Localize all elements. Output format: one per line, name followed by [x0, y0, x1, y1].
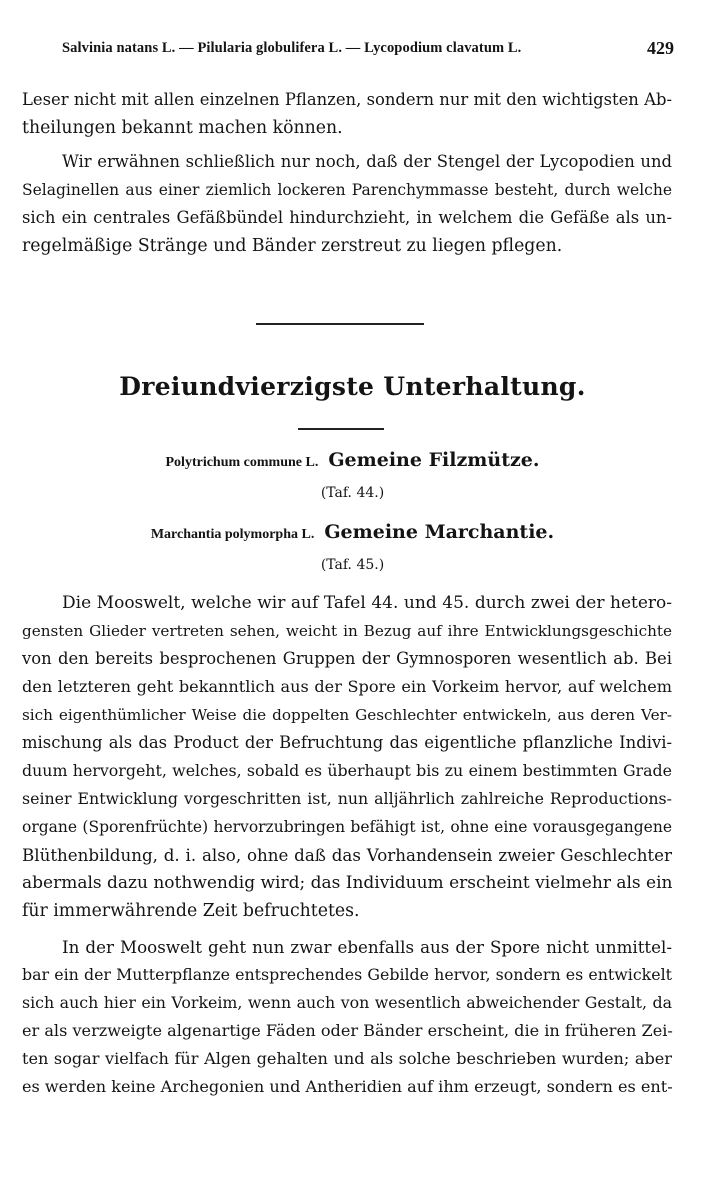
text-line: Wir erwähnen schließlich nur noch, daß der Stengel der Lycopodien und	[62, 152, 672, 171]
text-line: sich eigenthümlicher Weise die doppelten Geschlechter entwickeln, aus deren Ver-	[22, 706, 672, 724]
text-line: von den bereits besprochenen Gruppen der Gymnosporen wesentlich ab. Bei	[22, 649, 672, 668]
text-line: Die Mooswelt, welche wir auf Tafel 44. und 45. durch zwei der hetero-	[62, 593, 672, 613]
paragraph	[22, 86, 672, 142]
paragraph	[22, 589, 672, 925]
species-heading	[0, 521, 705, 543]
text-line: sich ein centrales Gefäßbündel hindurchzieht, in welchem die Gefäße als un-	[22, 208, 672, 227]
paragraph	[22, 933, 672, 1101]
species-german-name: Gemeine Marchantie.	[324, 521, 555, 543]
running-head-title: Salvinia natans L. — Pilularia globulifera L. — Lycopodium clavatum L.	[62, 40, 522, 56]
text-line: seiner Entwicklung vorgeschritten ist, nun alljährlich zahlreiche Reproductions-	[22, 789, 672, 808]
page-number: 429	[647, 38, 674, 58]
species-german-name: Gemeine Filzmütze.	[328, 449, 540, 471]
text-line: duum hervorgeht, welches, sobald es überhaupt bis zu einem bestimmten Grade	[22, 761, 672, 780]
text-line: für immerwährende Zeit befruchtetes.	[22, 901, 360, 921]
text-line: organe (Sporenfrüchte) hervorzubringen befähigt ist, ohne eine vorausgegangene	[22, 818, 672, 836]
text-line: den letzteren geht bekanntlich aus der Spore ein Vorkeim hervor, auf welchem	[22, 677, 672, 696]
text-line: regelmäßige Stränge und Bänder zerstreut zu liegen pflegen.	[22, 236, 563, 256]
text-line: Blüthenbildung, d. i. also, ohne daß das Vorhandensein zweier Geschlechter	[22, 845, 672, 865]
text-line: Leser nicht mit allen einzelnen Pflanzen, sondern nur mit den wichtigsten Ab-	[22, 90, 672, 109]
text-line: gensten Glieder vertreten sehen, weicht in Bezug auf ihre Entwicklungsgeschichte	[22, 622, 672, 640]
text-line: In der Mooswelt geht nun zwar ebenfalls aus der Spore nicht unmittel-	[62, 937, 672, 957]
text-line: abermals dazu nothwendig wird; das Individuum erscheint vielmehr als ein	[22, 873, 673, 893]
section-divider	[256, 323, 424, 325]
plate-reference: (Taf. 44.)	[320, 485, 385, 501]
species-heading	[0, 449, 705, 471]
text-line: sich auch hier ein Vorkeim, wenn auch von wesentlich abweichender Gestalt, da	[22, 993, 672, 1012]
species-latin-name: Marchantia polymorpha L.	[150, 527, 315, 542]
text-line: er als verzweigte algenartige Fäden oder Bänder erscheint, die in früheren Zei-	[22, 1021, 673, 1040]
text-line: mischung als das Product der Befruchtung das eigentliche pflanzliche Indivi-	[22, 733, 672, 752]
text-line: bar ein der Mutterpflanze entsprechendes Gebilde hervor, sondern es entwickelt	[22, 965, 672, 984]
paragraph	[22, 148, 672, 260]
text-line: ten sogar vielfach für Algen gehalten und als solche beschrieben wurden; aber	[22, 1049, 672, 1068]
plate-reference: (Taf. 45.)	[320, 557, 385, 573]
text-line: es werden keine Archegonien und Antheridien auf ihm erzeugt, sondern es ent-	[22, 1077, 673, 1096]
title-underline	[298, 428, 384, 430]
text-line: Selaginellen aus einer ziemlich lockeren Parenchymmasse besteht, durch welche	[22, 181, 672, 199]
text-line: theilungen bekannt machen können.	[22, 118, 343, 138]
top-text-block	[22, 86, 672, 260]
species-latin-name: Polytrichum commune L.	[165, 455, 319, 470]
main-text-block	[22, 589, 672, 1101]
chapter-title: Dreiundvierzigste Unterhaltung.	[119, 372, 586, 401]
